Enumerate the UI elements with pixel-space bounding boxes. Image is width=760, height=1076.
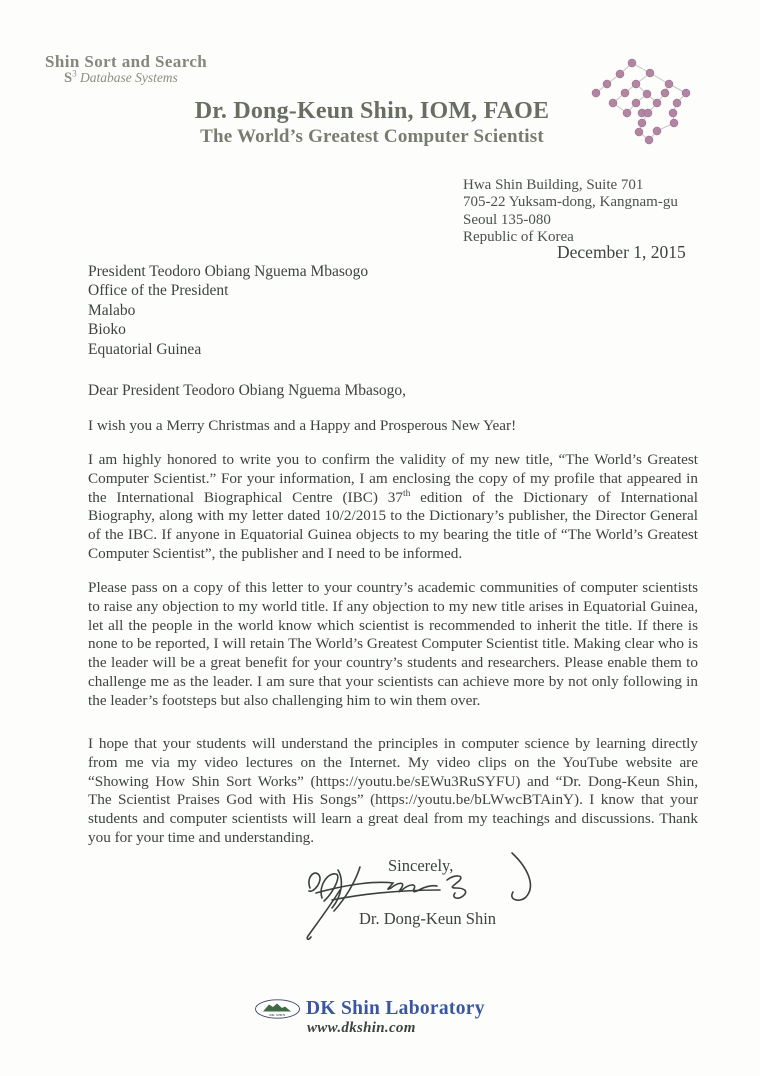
logo-caption: DK SHIN xyxy=(269,1012,286,1017)
body-paragraph-3: I hope that your students will understand the principles in computer science by learning directly from me via my video lectures on the Internet. My video clips on the YouTube website are “Showing How Shin Sort Works” (https://youtu.be/sEWu3RuSYFU) and “Dr. Dong-Keun Shin, The Scientist Praises God with His Songs” (https://youtu.be/bLWwcBTAinY). I know that your students and computer scientists will learn a great deal from my teachings and discussions. Thank you for your time and understanding. xyxy=(88,735,698,846)
signed-name: Dr. Dong-Keun Shin xyxy=(359,909,497,928)
address-line: Republic of Korea xyxy=(463,229,574,246)
body-paragraph-1 xyxy=(88,451,698,564)
recipient-line: Equatorial Guinea xyxy=(88,340,202,358)
letter-date: December 1, 2015 xyxy=(557,242,686,262)
mountain-logo-icon xyxy=(254,999,302,1020)
handwritten-signature xyxy=(280,850,540,950)
valediction: Sincerely, xyxy=(388,856,454,875)
address-line: 705-22 Yuksam-dong, Kangnam-gu xyxy=(463,194,678,211)
brand-s-superscript: 3 xyxy=(72,68,77,79)
recipient-block xyxy=(88,262,368,359)
recipient-line: Bioko xyxy=(88,321,126,339)
doctor-name: Dr. Dong-Keun Shin xyxy=(194,98,408,124)
body-paragraph-2: Please pass on a copy of this letter to your country’s academic communities of computer scientists to raise any objection to my world title. If any objection to my new title arises in Equatorial Guinea, let all the people in the world know which scientist is recommended to inherit the title. If there is none to be reported, I will retain The World’s Greatest Computer Scientist title. Making clear who is the leader will be a great benefit for your country’s students and researchers. Please enable them to challenge me as the leader. I am sure that your scientists can achieve more by not only following in the leader’s footsteps but also challenging him to win them over. xyxy=(88,579,698,709)
sort-tree-dots xyxy=(592,59,690,144)
recipient-line: Malabo xyxy=(88,301,136,319)
recipient-line: President Teodoro Obiang Nguema Mbasogo xyxy=(88,263,369,280)
brand-division xyxy=(64,70,178,87)
salutation: Dear President Teodoro Obiang Nguema Mbasogo, xyxy=(88,382,407,399)
address-line: Seoul 135-080 xyxy=(463,211,551,228)
ordinal-superscript: th xyxy=(402,488,411,499)
lab-name: DK Shin Laboratory xyxy=(306,998,485,1019)
sort-tree-logo-icon xyxy=(585,58,697,148)
letterhead-tagline: The World’s Greatest Computer Scientist xyxy=(200,126,544,147)
paragraph-1-text-continued: edition of the Dictionary of International Biography, along with my letter dated 10/2/2015 to the Dictionary’s publisher, the Director General of the IBC. If anyone in Equatorial Guinea objects to my bearing the title of “The World’s Greatest Computer Scientist”, the publisher and I need to be informed. xyxy=(88,488,698,562)
address-line: Hwa Shin Building, Suite 701 xyxy=(463,177,644,193)
lab-website: www.dkshin.com xyxy=(307,1020,416,1036)
brand-name: Shin Sort and Search xyxy=(45,52,208,71)
greeting-line: I wish you a Merry Christmas and a Happy and Prosperous New Year! xyxy=(88,417,517,434)
doctor-name-suffix: , IOM, FAOE xyxy=(407,98,550,124)
recipient-line: Office of the President xyxy=(88,282,229,300)
paragraph-1-text: I am highly honored to write you to confirm the validity of my new title, “The World’s Greatest Computer Scientist.” For your information, I am enclosing the copy of my profile that appeared in the International Biographical Centre (IBC) 37 xyxy=(88,451,698,506)
brand-division-label: Database Systems xyxy=(79,70,178,85)
sender-address xyxy=(463,177,678,247)
brand-s: S xyxy=(64,70,73,86)
